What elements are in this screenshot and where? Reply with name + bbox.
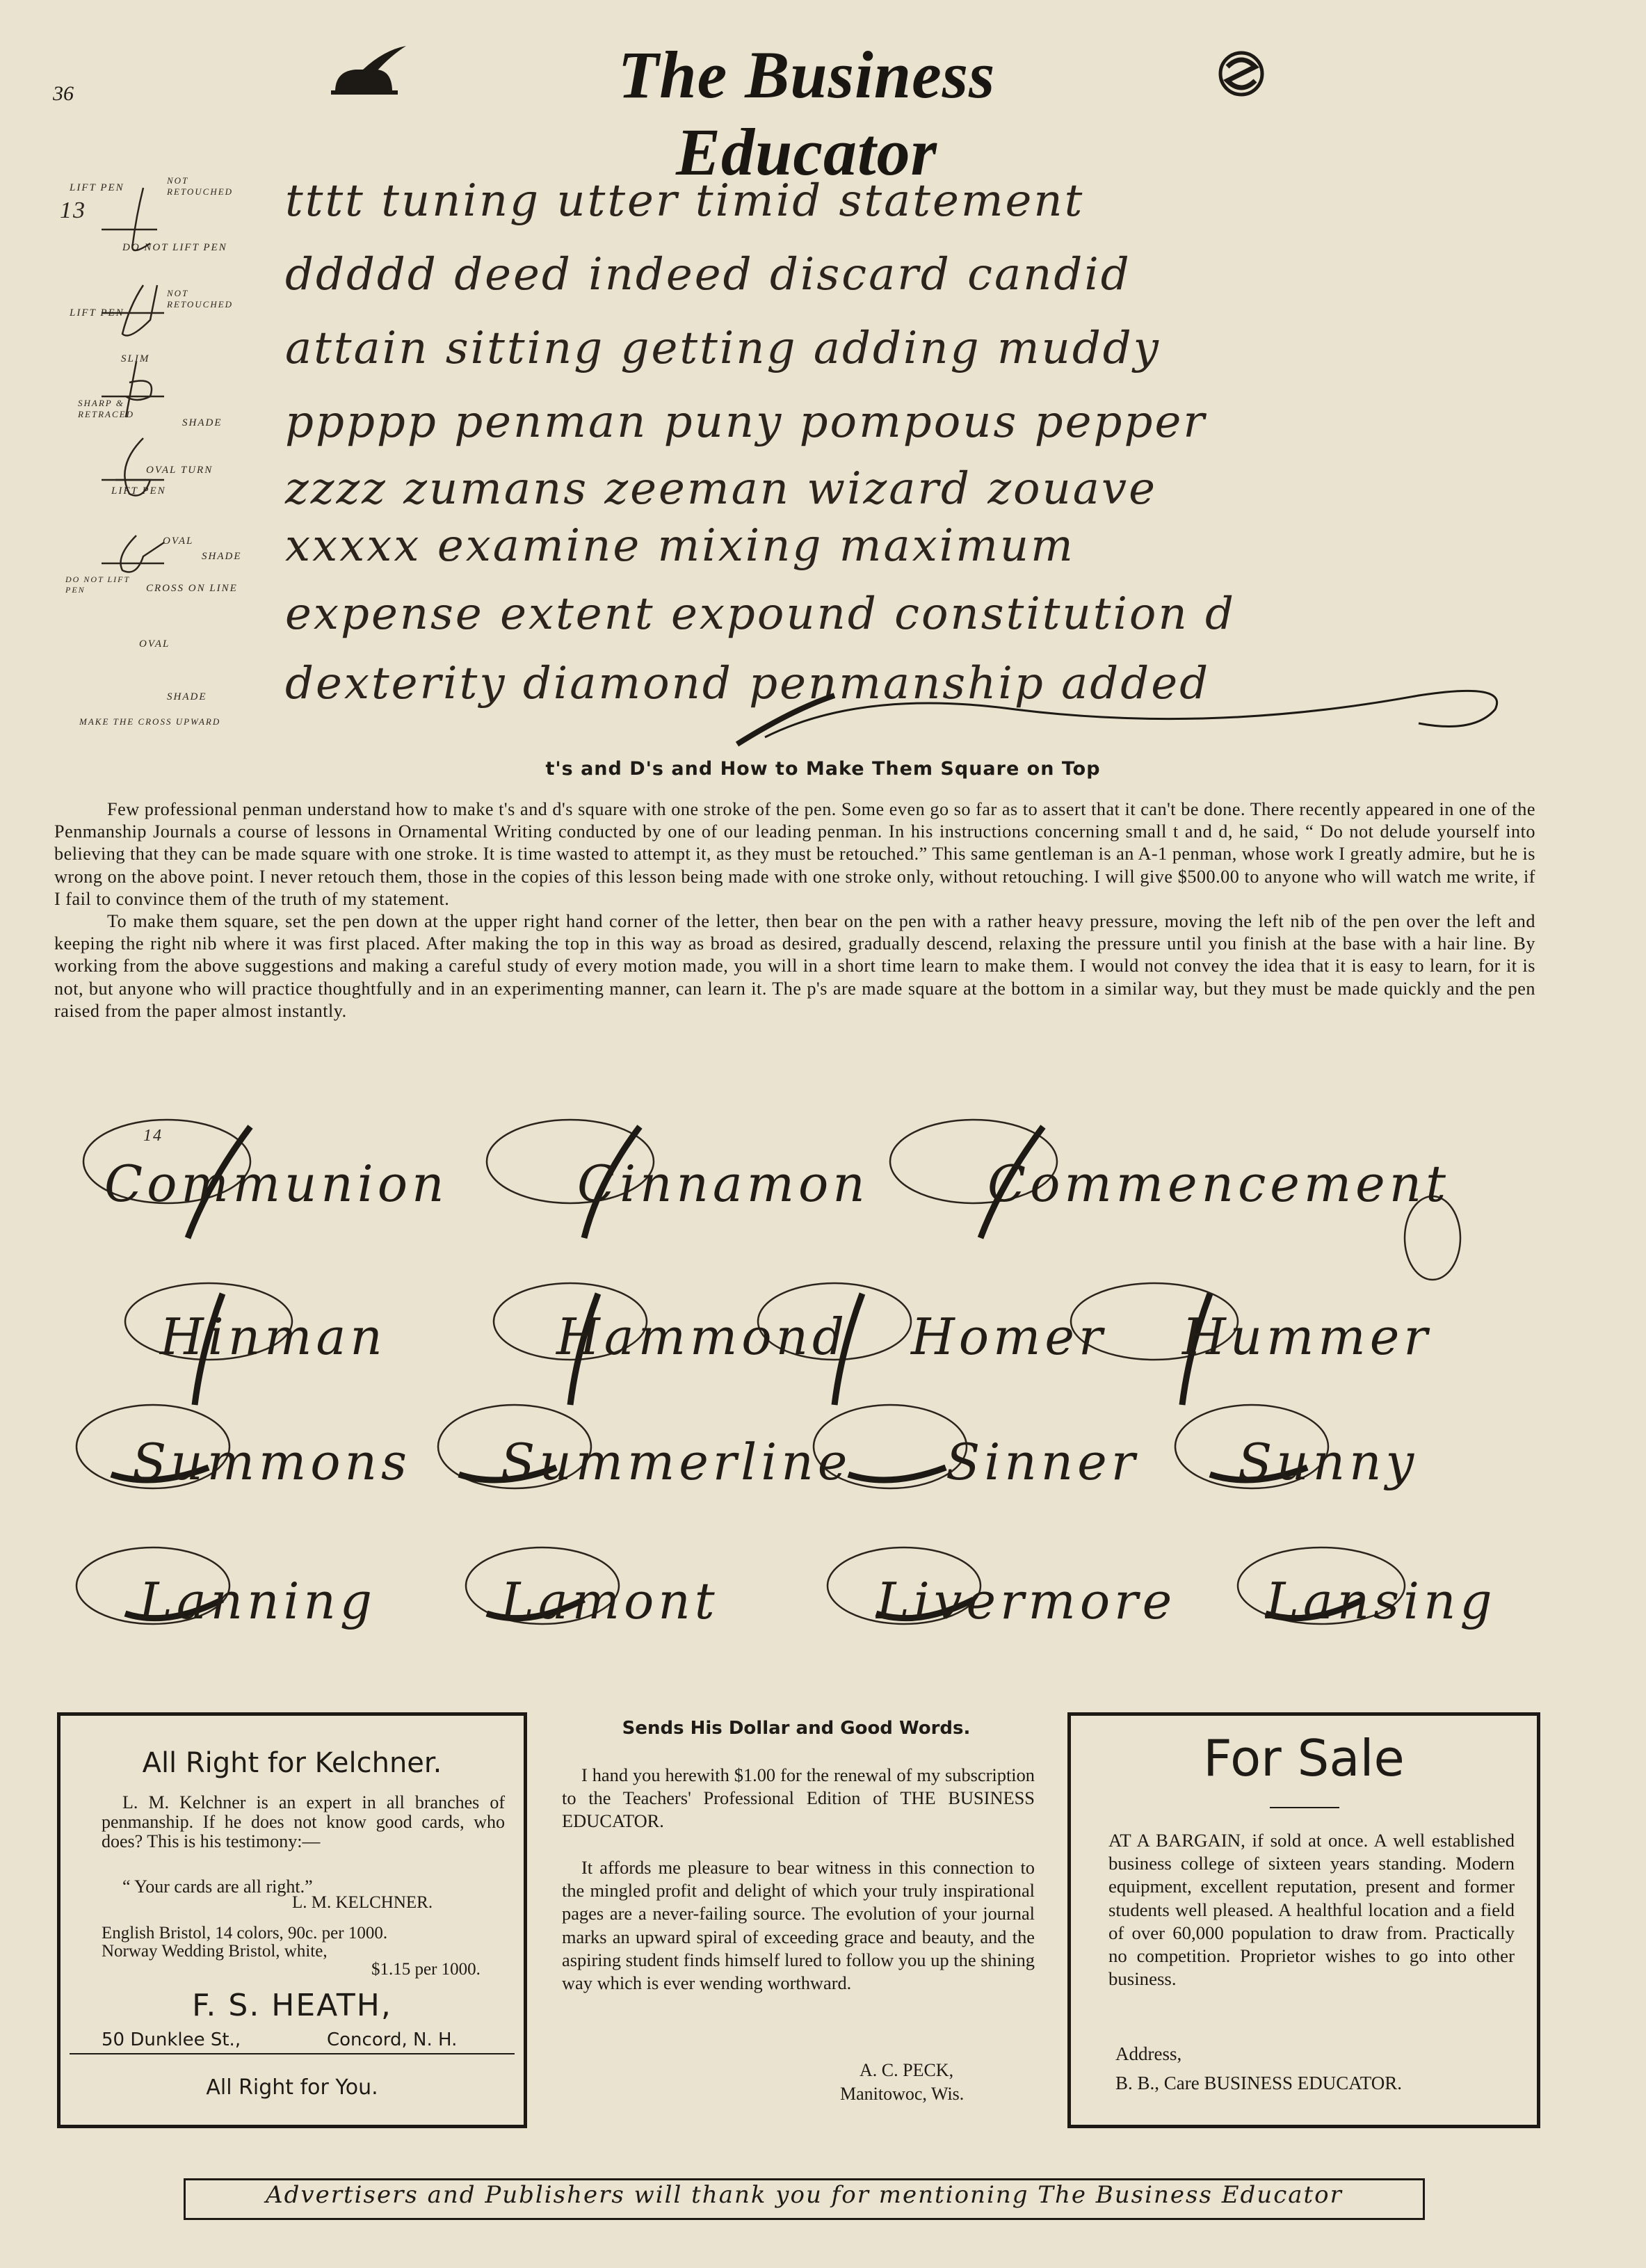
note-1c: DO NOT LIFT PEN xyxy=(122,242,227,253)
peck-paragraph-1: I hand you herewith $1.00 for the renewal of my subscription to the Teachers' Professional Edition of THE BUSINESS EDUCATOR. xyxy=(562,1764,1035,1832)
lesson-number: 13 xyxy=(60,198,86,223)
practice-line-x: xxxxx examine mixing maximum xyxy=(285,520,1075,572)
note-3b: SHADE xyxy=(182,417,223,428)
peck-signature-name: A. C. PECK, xyxy=(860,2060,954,2080)
inkwell-quill-icon xyxy=(328,43,412,99)
note-3c: OVAL TURN xyxy=(146,465,213,476)
price-line-2: Norway Wedding Bristol, white, xyxy=(102,1942,328,1961)
heath-street: 50 Dunklee St., xyxy=(102,2029,241,2050)
note-4a: OVAL xyxy=(163,536,194,547)
price-line-3: $1.15 per 1000. xyxy=(371,1960,481,1979)
ornamental-word: Communion xyxy=(104,1155,449,1213)
peck-title: Sends His Dollar and Good Words. xyxy=(622,1718,971,1739)
for-sale-address-label: Address, xyxy=(1115,2043,1182,2064)
be-monogram-icon xyxy=(1210,46,1273,102)
ornamental-word: Hinman xyxy=(160,1308,387,1366)
note-1b: NOT RETOUCHED xyxy=(167,175,234,197)
note-3a: SHARP & RETRACED xyxy=(78,398,134,419)
note-5a: OVAL xyxy=(139,638,170,650)
ornamental-word: Lansing xyxy=(1266,1572,1496,1630)
kelchner-body: L. M. Kelchner is an expert in all branches of penmanship. If he does not know good cards, who does? This is his testimony:— xyxy=(102,1792,505,1851)
price-line-1: English Bristol, 14 colors, 90c. per 1000. xyxy=(102,1924,388,1943)
note-5b: SHADE xyxy=(167,691,207,702)
note-2b: NOT RETOUCHED xyxy=(167,288,234,309)
ornamental-word: Sinner xyxy=(946,1433,1140,1491)
note-4d: CROSS ON LINE xyxy=(146,583,238,594)
practice-line-t: tttt tuning utter timid statement xyxy=(285,175,1085,227)
ornamental-number: 14 xyxy=(143,1127,163,1145)
article-title: t's and D's and How to Make Them Square on Top xyxy=(545,758,1101,780)
ornamental-word: Hammond xyxy=(556,1308,849,1366)
note-3d: LIFT PEN xyxy=(111,485,166,497)
note-5c: MAKE THE CROSS UPWARD xyxy=(79,716,221,727)
practice-line-z: zzzz zumans zeeman wizard zouave xyxy=(285,463,1157,515)
ornamental-word: Hummer xyxy=(1182,1308,1432,1366)
practice-line-d: ddddd deed indeed discard candid xyxy=(285,249,1131,300)
for-sale-divider xyxy=(1270,1807,1339,1808)
practice-line-expense: expense extent expound constitution d xyxy=(285,588,1236,640)
heath-city: Concord, N. H. xyxy=(327,2029,458,2050)
ornamental-word: Homer xyxy=(911,1308,1107,1366)
kelchner-footer: All Right for You. xyxy=(206,2075,378,2100)
ornamental-word: Lanning xyxy=(139,1572,376,1630)
practice-line-attain: attain sitting getting adding muddy xyxy=(285,323,1161,374)
peck-signature-place: Manitowoc, Wis. xyxy=(840,2084,965,2104)
peck-paragraph-2: It affords me pleasure to bear witness in this connection to the mingled profit and delight of which your truly inspirational pages are a never-failing source. The evolution of your journal marks an upward spiral of exceeding grace and beauty, and the aspiring student finds himself lured to follow you up the shining way which is ever wending worthward. xyxy=(562,1857,1035,1994)
note-1a: LIFT PEN xyxy=(70,182,124,193)
article-paragraph: To make them square, set the pen down at the upper right hand corner of the letter, then bear on the pen with a rather heavy pressure, moving the left nib of the pen over the left and keeping the right nib where it was first placed. After making the top in this way as broad as desired, gradually descend, relaxing the pressure until you finish at the base with a hair line. By working from the above suggestions and making a careful study of every motion made, you will in a short time learn to make them. I would not convey the idea that it is easy to learn, for it is not, but anyone who will practice thoughtfully and in an experimenting manner, can learn it. The p's are made square at the bottom in a similar way, but they must be made quickly and the pen raised from the paper almost instantly. xyxy=(54,911,1535,1021)
note-4b: SHADE xyxy=(202,551,242,562)
ornamental-word: Livermore xyxy=(876,1572,1177,1630)
kelchner-title: All Right for Kelchner. xyxy=(142,1747,442,1779)
ornamental-word: Commencement xyxy=(987,1155,1451,1213)
note-2a: LIFT PEN xyxy=(70,307,124,319)
ornamental-word: Summons xyxy=(132,1433,411,1491)
ornamental-word: Summerline xyxy=(501,1433,852,1491)
for-sale-address: B. B., Care BUSINESS EDUCATOR. xyxy=(1115,2073,1403,2093)
ornamental-word: Cinnamon xyxy=(577,1155,869,1213)
note-2c: SLIM xyxy=(121,353,150,364)
for-sale-body: AT A BARGAIN, if sold at once. A well established business college of sixteen years standing. Modern equipment, excellent reputation, present and former students well pleased. A healthful location and a field of over 60,000 population to draw from. Practically no competition. Proprietor wishes to go into other business. xyxy=(1108,1830,1515,1990)
lesson-letter-diagrams xyxy=(60,174,289,730)
article-body xyxy=(54,798,1535,1022)
ornamental-word: Sunny xyxy=(1238,1433,1419,1491)
for-sale-title: For Sale xyxy=(1203,1729,1405,1787)
footer-text: Advertisers and Publishers will thank you for mentioning The Business Educator xyxy=(266,2181,1343,2209)
article-paragraph: Few professional penman understand how to make t's and d's square with one stroke of the pen. Some even go so far as to assert that it can't be done. There recently appeared in one of the Penmanship Journals a course of lessons in Ornamental Writing conducted by one of our leading penman. In his instructions concerning small t and d, he said, “ Do not delude yourself into believing that they can be made square with one stroke. It is time wasted to attempt it, as they must be retouched.” This same gentleman is an A-1 penman, whose work I greatly admire, but he is wrong on the above point. I never retouch them, those in the copies of this lesson being made with one stroke only, without retouching. I will give $500.00 to anyone who will watch me write, if I fail to convince them of the truth of my statement. xyxy=(54,799,1535,909)
heath-name: F. S. HEATH, xyxy=(192,1988,392,2023)
masthead-title: The Business Educator xyxy=(618,38,996,189)
page-number: 36 xyxy=(53,82,74,105)
kelchner-divider xyxy=(70,2053,515,2054)
practice-line-dexterity: dexterity diamond penmanship added xyxy=(285,658,1211,709)
flourish-underline xyxy=(723,668,1530,751)
practice-line-p: ppppp penman puny pompous pepper xyxy=(285,396,1207,448)
kelchner-quote-signature: L. M. KELCHNER. xyxy=(292,1893,433,1912)
ornamental-word: Lamont xyxy=(501,1572,719,1630)
note-4c: DO NOT LIFT PEN xyxy=(65,574,130,595)
kelchner-quote: “ Your cards are all right.” xyxy=(122,1876,313,1897)
